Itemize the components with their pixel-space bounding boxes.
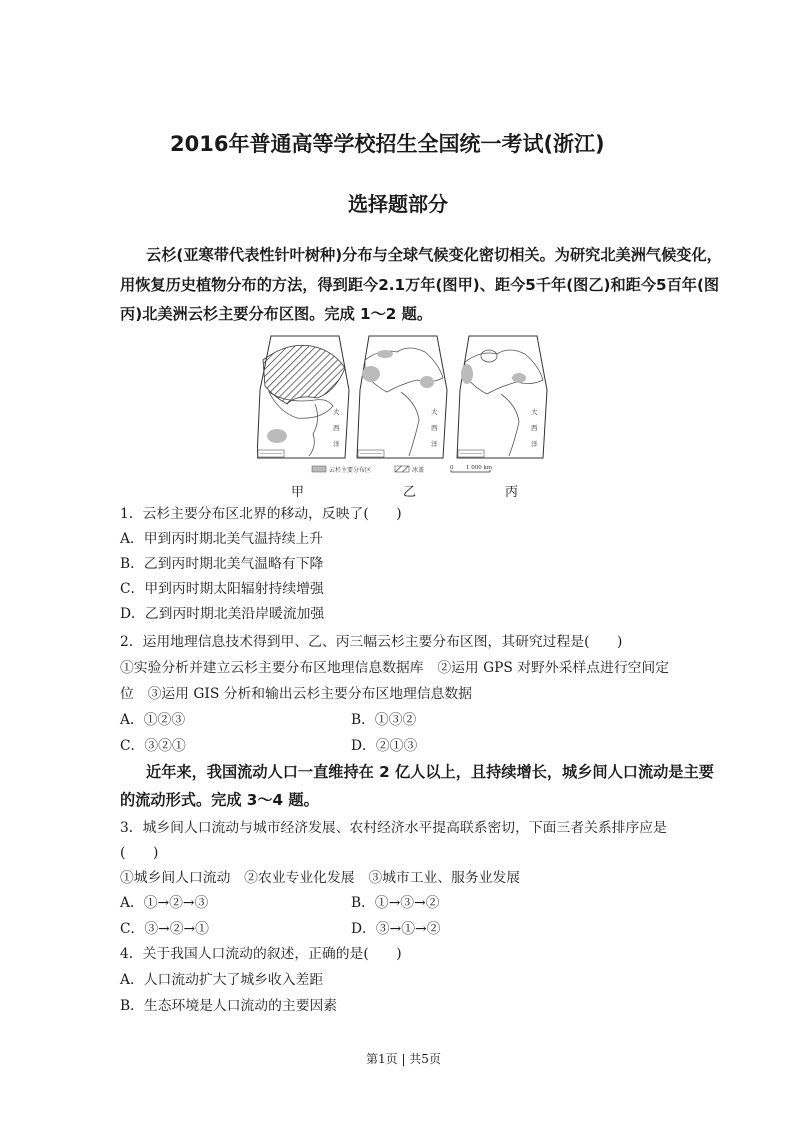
map-jia <box>257 336 349 458</box>
figure-label-bing: 丙 <box>505 485 519 500</box>
intro1-line1: 云杉(亚寒带代表性针叶树种)分布与全球气候变化密切相关。为研究北美洲气候变化， <box>146 246 722 264</box>
q2-option-a: A．①②③ <box>120 712 186 728</box>
map-bing <box>457 336 547 458</box>
figure-label-yi: 乙 <box>403 485 417 500</box>
scale-value: 1 000 km <box>466 465 493 471</box>
q1-stem: 1．云杉主要分布区北界的移动，反映了( ) <box>120 506 402 522</box>
q4-option-a: A．人口流动扩大了城乡收入差距 <box>120 972 324 988</box>
figure-legend <box>312 465 493 474</box>
ocean-char: 西 <box>431 424 438 432</box>
q1-option-d: D．乙到丙时期北美沿岸暖流加强 <box>120 606 325 622</box>
map-yi <box>357 336 447 458</box>
section-title: 选择题部分 <box>348 192 448 216</box>
q1-option-b: B．乙到丙时期北美气温略有下降 <box>120 556 324 572</box>
ocean-char: 大 <box>333 408 340 416</box>
spruce-distribution-maps-figure <box>257 334 553 474</box>
ocean-char: 西 <box>531 424 538 432</box>
q4-option-b: B．生态环境是人口流动的主要因素 <box>120 998 338 1014</box>
legend-spruce-label: 云杉主要分布区 <box>329 467 372 474</box>
legend-spruce-swatch <box>312 466 326 472</box>
intro1-line3: 丙)北美洲云杉主要分布区图。完成 1～2 题。 <box>120 305 433 323</box>
ocean-char: 大 <box>531 408 538 416</box>
page-footer: 第1页 | 共5页 <box>366 1052 441 1066</box>
legend-ice-swatch <box>395 466 409 472</box>
q1-option-c: C．甲到丙时期太阳辐射持续增强 <box>120 581 324 597</box>
q3-items: ①城乡间人口流动 ②农业专业化发展 ③城市工业、服务业发展 <box>120 870 521 886</box>
q2-option-d: D．②①③ <box>351 738 418 754</box>
q2-line1: ①实验分析并建立云杉主要分布区地理信息数据库 ②运用 GPS 对野外采样点进行空间定 <box>120 660 670 676</box>
q2-line2: 位 ③运用 GIS 分析和输出云杉主要分布区地理信息数据 <box>120 686 473 702</box>
figure-label-jia: 甲 <box>291 485 305 500</box>
q3-stem: 3．城乡间人口流动与城市经济发展、农村经济水平提高联系密切，下面三者关系排序应是 <box>120 820 667 836</box>
legend-ice-label: 冰盖 <box>412 467 425 474</box>
q3-option-c: C．③→②→① <box>120 921 209 937</box>
q1-option-a: A．甲到丙时期北美气温持续上升 <box>120 531 324 547</box>
q2-option-b: B．①③② <box>351 712 417 728</box>
q2-stem: 2．运用地理信息技术得到甲、乙、丙三幅云杉主要分布区图，其研究过程是( ) <box>120 634 623 650</box>
ocean-char: 西 <box>333 424 340 432</box>
intro2-line1: 近年来，我国流动人口一直维持在 2 亿人以上，且持续增长，城乡间人口流动是主要 <box>146 763 714 781</box>
q3-option-a: A．①→②→③ <box>120 895 209 911</box>
q3-option-b: B．①→③→② <box>351 895 440 911</box>
scale-zero: 0 <box>450 465 454 471</box>
q3-option-d: D．③→①→② <box>351 921 441 937</box>
q2-option-c: C．③②① <box>120 738 186 754</box>
q3-paren: ( ) <box>120 845 159 861</box>
page-title: 2016年普通高等学校招生全国统一考试(浙江) <box>170 132 605 156</box>
intro1-line2: 用恢复历史植物分布的方法，得到距今2.1万年(图甲)、距今5千年(图乙)和距今5百年(图 <box>120 276 720 294</box>
ocean-char: 洋 <box>431 440 438 448</box>
ocean-char: 洋 <box>333 440 340 448</box>
ocean-char: 洋 <box>531 440 538 448</box>
intro2-line2: 的流动形式。完成 3～4 题。 <box>120 791 319 809</box>
q4-stem: 4．关于我国人口流动的叙述，正确的是( ) <box>120 946 402 962</box>
ocean-char: 大 <box>431 408 438 416</box>
